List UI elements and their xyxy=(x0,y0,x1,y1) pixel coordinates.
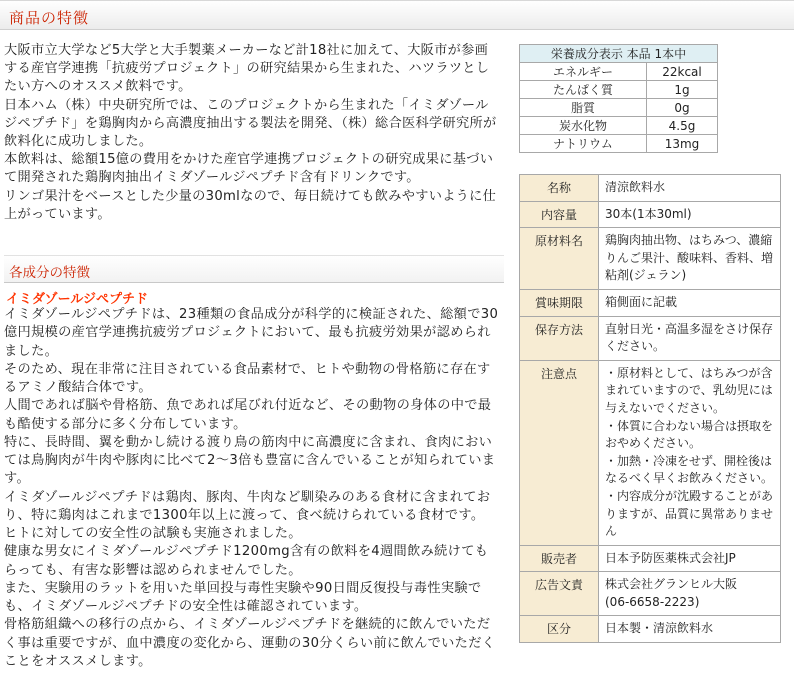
intro-paragraph: 日本ハム（株）中央研究所では、このプロジェクトから生まれた「イミダゾールジペプチド」を鶏胸肉から高濃度抽出する製法を開発、（株）総合医科学研究所が飲料化に成功しました。 xyxy=(4,97,497,150)
detail-paragraph: 特に、長時間、翼を動かし続ける渡り鳥の筋肉中に高濃度に含まれ、食肉においては鳥胸肉が牛肉や豚肉に比べて2〜3倍も豊富に含んでいることが知られています。 xyxy=(4,434,496,487)
info-row xyxy=(520,572,781,616)
detail-paragraph: ヒトに対しての安全性の試験も実施されました。 xyxy=(4,526,302,541)
nutrition-label: ナトリウム xyxy=(520,135,647,153)
info-value: 鶏胸肉抽出物、はちみつ、濃縮りんご果汁、酸味料、香料、増粘剤(ジェラン) xyxy=(599,228,781,290)
intro-paragraph: 大阪市立大学など5大学と大手製薬メーカーなど計18社に加えて、大阪市が参画する産官学連携「抗疲労プロジェクト」の研究結果から生まれた、ハツラツとしたい方へのオススメ飲料です。 xyxy=(4,43,490,95)
nutrition-row xyxy=(520,99,718,117)
info-label: 注意点 xyxy=(520,360,599,545)
intro-paragraph: 本飲料は、総額15億の費用をかけた産官学連携プロジェクトの研究成果に基づいて開発された鶏胸肉抽出イミダゾールジペプチド含有ドリンクです。 xyxy=(4,152,494,186)
info-value: 箱側面に記載 xyxy=(599,289,781,316)
nutrition-label: 脂質 xyxy=(520,99,647,117)
nutrition-title: 栄養成分表示 本品 1本中 xyxy=(520,45,718,63)
detail-paragraph: 健康な男女にイミダゾールジペプチド1200mg含有の飲料を4週間飲み続けてもらっても、有害な影響は認められませんでした。 xyxy=(4,544,489,578)
intro-text xyxy=(4,42,499,224)
info-row xyxy=(520,201,781,228)
info-value: 清涼飲料水 xyxy=(599,175,781,202)
product-info-table xyxy=(519,174,781,643)
ingredient-subtitle: イミダゾールジペプチド xyxy=(6,292,149,307)
info-label: 保存方法 xyxy=(520,316,599,360)
info-label: 原材料名 xyxy=(520,228,599,290)
page-title: 商品の特徴 xyxy=(9,9,90,27)
info-value: 日本製・清涼飲料水 xyxy=(599,616,781,643)
info-label: 名称 xyxy=(520,175,599,202)
nutrition-table xyxy=(519,44,718,153)
detail-paragraph: そのため、現在非常に注目されている食品素材で、ヒトや動物の骨格筋に存在するアミノ酸結合体です。 xyxy=(4,361,491,395)
info-row xyxy=(520,316,781,360)
detail-paragraph: 骨格筋組織への移行の点から、イミダゾールジペプチドを継続的に飲んでいただく事は重要ですが、血中濃度の変化から、運動の30分くらい前に飲んでいただくことをオススメします。 xyxy=(4,617,496,669)
detail-paragraph: イミダゾールジペプチドは、23種類の食品成分が科学的に検証された、総額で30億円規模の産官学連携抗疲労プロジェクトにおいて、最も抗疲労効果が認められました。 xyxy=(4,307,499,359)
info-label: 賞味期限 xyxy=(520,289,599,316)
info-row xyxy=(520,228,781,290)
ingredient-detail-text xyxy=(4,306,499,671)
info-row xyxy=(520,360,781,545)
info-row xyxy=(520,545,781,572)
intro-paragraph: リンゴ果汁をベースとした少量の30mlなので、毎日続けても飲みやすいように仕上がっています。 xyxy=(4,188,497,222)
detail-paragraph: 人間であれば脳や骨格筋、魚であれば尾びれ付近など、その動物の身体の中で最も酷使する部分に多く分布しています。 xyxy=(4,398,492,432)
info-label: 広告文責 xyxy=(520,572,599,616)
info-row xyxy=(520,289,781,316)
info-label: 内容量 xyxy=(520,201,599,228)
ingredients-section-header xyxy=(4,255,504,283)
info-value: 30本(1本30ml) xyxy=(599,201,781,228)
info-row xyxy=(520,175,781,202)
product-features-header xyxy=(0,0,794,30)
nutrition-label: たんぱく質 xyxy=(520,81,647,99)
info-value: 日本予防医薬株式会社JP xyxy=(599,545,781,572)
info-value: 株式会社グランヒル大阪 (06-6658-2223) xyxy=(599,572,781,616)
detail-paragraph: イミダゾールジペプチドは鶏肉、豚肉、牛肉など馴染みのある食材に含まれており、特に鶏肉はこれまで1300年以上に渡って、食べ続けられている食材です。 xyxy=(4,489,491,523)
info-value: 直射日光・高温多湿をさけ保存ください。 xyxy=(599,316,781,360)
nutrition-value: 13mg xyxy=(647,135,718,153)
info-label: 販売者 xyxy=(520,545,599,572)
nutrition-label: 炭水化物 xyxy=(520,117,647,135)
nutrition-value: 4.5g xyxy=(647,117,718,135)
nutrition-row xyxy=(520,63,718,81)
nutrition-row xyxy=(520,135,718,153)
info-label: 区分 xyxy=(520,616,599,643)
nutrition-header-row xyxy=(520,45,718,63)
nutrition-value: 0g xyxy=(647,99,718,117)
detail-paragraph: また、実験用のラットを用いた単回投与毒性実験や90日間反復投与毒性実験でも、イミダゾールジペプチドの安全性は確認されています。 xyxy=(4,580,482,614)
nutrition-row xyxy=(520,81,718,99)
nutrition-row xyxy=(520,117,718,135)
nutrition-value: 1g xyxy=(647,81,718,99)
nutrition-value: 22kcal xyxy=(647,63,718,81)
section-title: 各成分の特徴 xyxy=(9,265,90,281)
info-row xyxy=(520,616,781,643)
info-value: ・原材料として、はちみつが含まれていますので、乳幼児には与えないでください。 ・体質に合わない場合は摂取をおやめください。 ・加熱・冷凍をせず、開栓後はなるべく早くお飲みください。 ・内容成分が沈殿することがありますが、品質に異常ありません xyxy=(599,360,781,545)
nutrition-label: エネルギー xyxy=(520,63,647,81)
